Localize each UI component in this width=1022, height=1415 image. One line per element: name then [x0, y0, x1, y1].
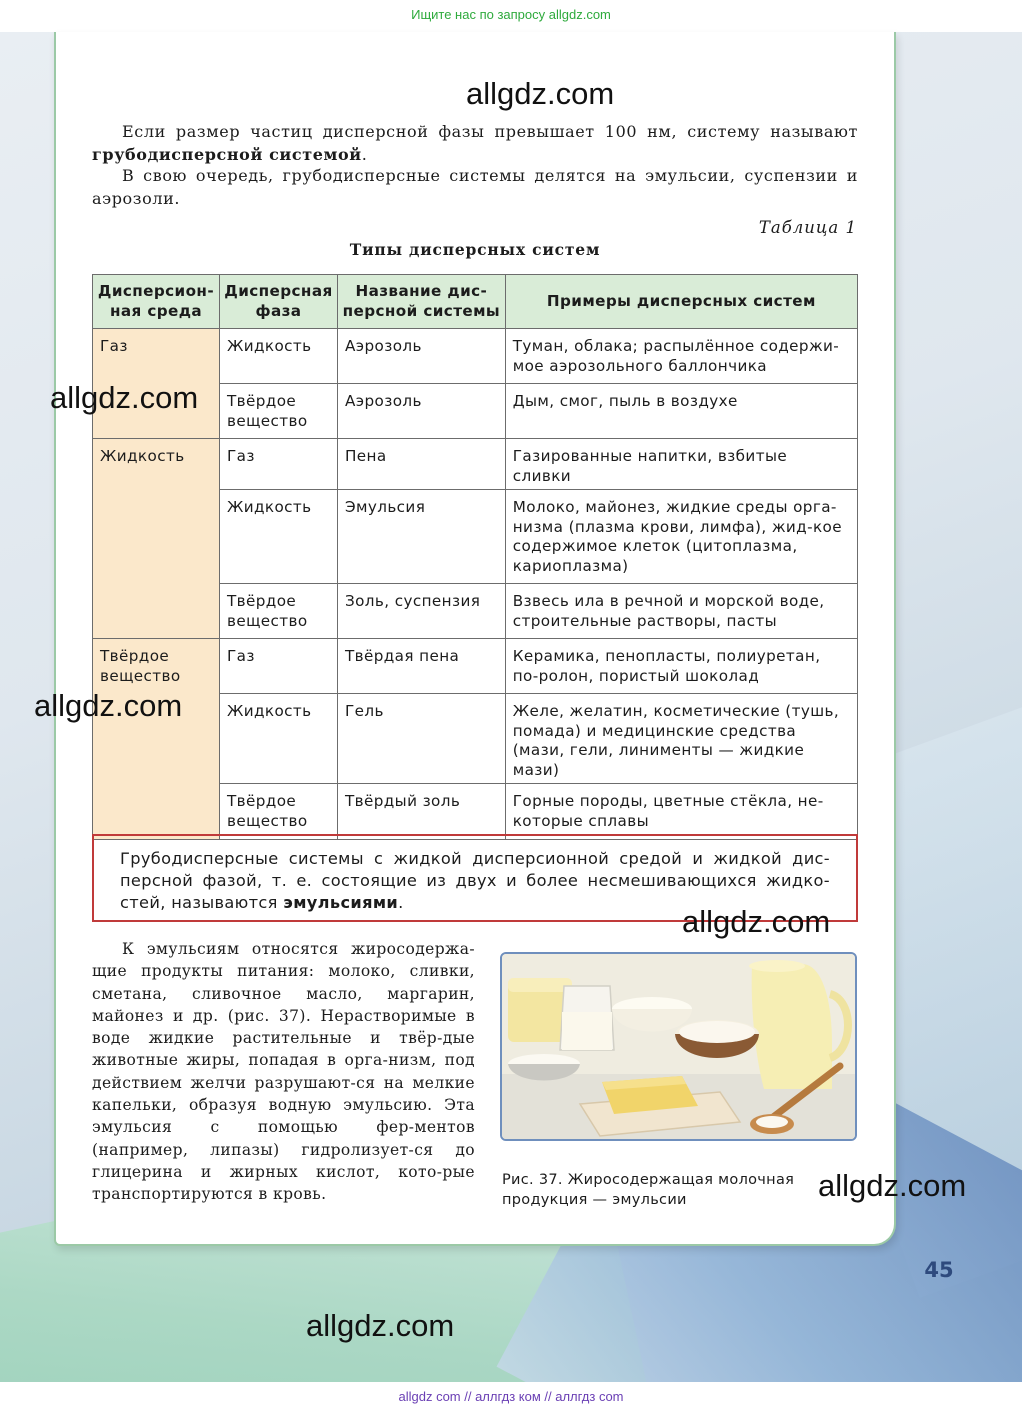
table-header-row — [93, 275, 858, 329]
intro-paragraph-2 — [92, 165, 858, 210]
definition-text-end: . — [398, 893, 404, 912]
figure-caption: Рис. 37. Жиросодержащая молочная продукция — эмульсии — [502, 1172, 795, 1208]
medium-cell: Твёрдое вещество — [93, 639, 220, 840]
intro-text-end: . — [361, 144, 368, 164]
emulsion-paragraph — [92, 938, 475, 1206]
name-cell: Аэрозоль — [337, 384, 505, 439]
header-cell: Название дис-персной системы — [337, 275, 505, 329]
name-cell: Твёрдая пена — [337, 639, 505, 694]
examples-cell: Молоко, майонез, жидкие среды орга-низма (плазма крови, лимфа), жид-кое содержимое клеток (цитоплазма, кариоплазма) — [505, 490, 857, 584]
phase-cell: Твёрдое вещество — [219, 384, 337, 439]
table-row — [93, 329, 858, 384]
name-cell: Пена — [337, 439, 505, 490]
examples-cell: Газированные напитки, взбитые сливки — [505, 439, 857, 490]
term-bold: эмульсиями — [283, 893, 399, 912]
header-cell: Дисперсная фаза — [219, 275, 337, 329]
intro-paragraph-1 — [92, 121, 858, 166]
dairy-products-illustration — [502, 954, 857, 1141]
phase-cell: Жидкость — [219, 329, 337, 384]
dairy-products-photo — [500, 952, 857, 1141]
table-title: Типы дисперсных систем — [349, 240, 601, 259]
name-cell: Гель — [337, 694, 505, 784]
table-row — [93, 639, 858, 694]
table-label: Таблица 1 — [758, 218, 857, 237]
footer-links[interactable]: allgdz com // аллгдз ком // аллгдз com — [0, 1382, 1022, 1415]
name-cell: Эмульсия — [337, 490, 505, 584]
emulsion-text: К эмульсиям относятся жиросодержа-щие продукты питания: молоко, сливки, сметана, сливочное масло, маргарин, майонез и др. (рис. 37). Нерастворимые в воде жидкие растительные и твёр-дые животные жиры, попадая в орга-низм, под действием желчи разрушают-ся на мелкие капельки, образуя водную эмульсию. Эта эмульсия с помощью фер-ментов (например, липазы) гидролизует-ся до глицерина и жирных кислот, кото-рые транспортируются в кровь. — [92, 940, 475, 1204]
page-number: 45 — [924, 1258, 954, 1282]
definition-text: Грубодисперсные системы с жидкой дисперсионной средой и жидкой дис-персной фазой, т. е. состоящие из двух и более несмешивающихся жидко-стей, называются — [120, 849, 830, 912]
watermark: allgdz.com — [818, 1168, 967, 1203]
medium-cell: Газ — [93, 329, 220, 439]
name-cell: Золь, суспензия — [337, 584, 505, 639]
phase-cell: Газ — [219, 439, 337, 490]
watermark: allgdz.com — [50, 380, 199, 415]
phase-cell: Жидкость — [219, 694, 337, 784]
examples-cell: Туман, облака; распылённое содержи-мое аэрозольного баллончика — [505, 329, 857, 384]
header-cell: Дисперсион-ная среда — [93, 275, 220, 329]
name-cell: Твёрдый золь — [337, 784, 505, 840]
table-row — [93, 439, 858, 490]
watermark: allgdz.com — [682, 904, 831, 939]
name-cell: Аэрозоль — [337, 329, 505, 384]
medium-cell: Жидкость — [93, 439, 220, 639]
intro-text: В свою очередь, грубодисперсные системы делятся на эмульсии, суспензии и аэрозоли. — [92, 166, 858, 208]
header-cell: Примеры дисперсных систем — [505, 275, 857, 329]
examples-cell: Желе, желатин, косметические (тушь, помада) и медицинские средства (мази, гели, линименты — жидкие мази) — [505, 694, 857, 784]
examples-cell: Керамика, пенопласты, полиуретан, по-ролон, пористый шоколад — [505, 639, 857, 694]
top-banner[interactable]: Ищите нас по запросу allgdz.com — [411, 7, 611, 22]
watermark: allgdz.com — [306, 1308, 455, 1343]
intro-text: Если размер частиц дисперсной фазы превышает 100 нм, систему называют — [122, 122, 858, 141]
examples-cell: Взвесь ила в речной и морской воде, строительные растворы, пасты — [505, 584, 857, 639]
watermark: allgdz.com — [466, 76, 615, 111]
phase-cell: Твёрдое вещество — [219, 784, 337, 840]
phase-cell: Жидкость — [219, 490, 337, 584]
term-bold: грубодисперсной системой — [92, 144, 362, 164]
examples-cell: Горные породы, цветные стёкла, не-которые сплавы — [505, 784, 857, 840]
disperse-systems-table — [92, 274, 858, 840]
phase-cell: Твёрдое вещество — [219, 584, 337, 639]
phase-cell: Газ — [219, 639, 337, 694]
examples-cell: Дым, смог, пыль в воздухе — [505, 384, 857, 439]
watermark: allgdz.com — [34, 688, 183, 723]
